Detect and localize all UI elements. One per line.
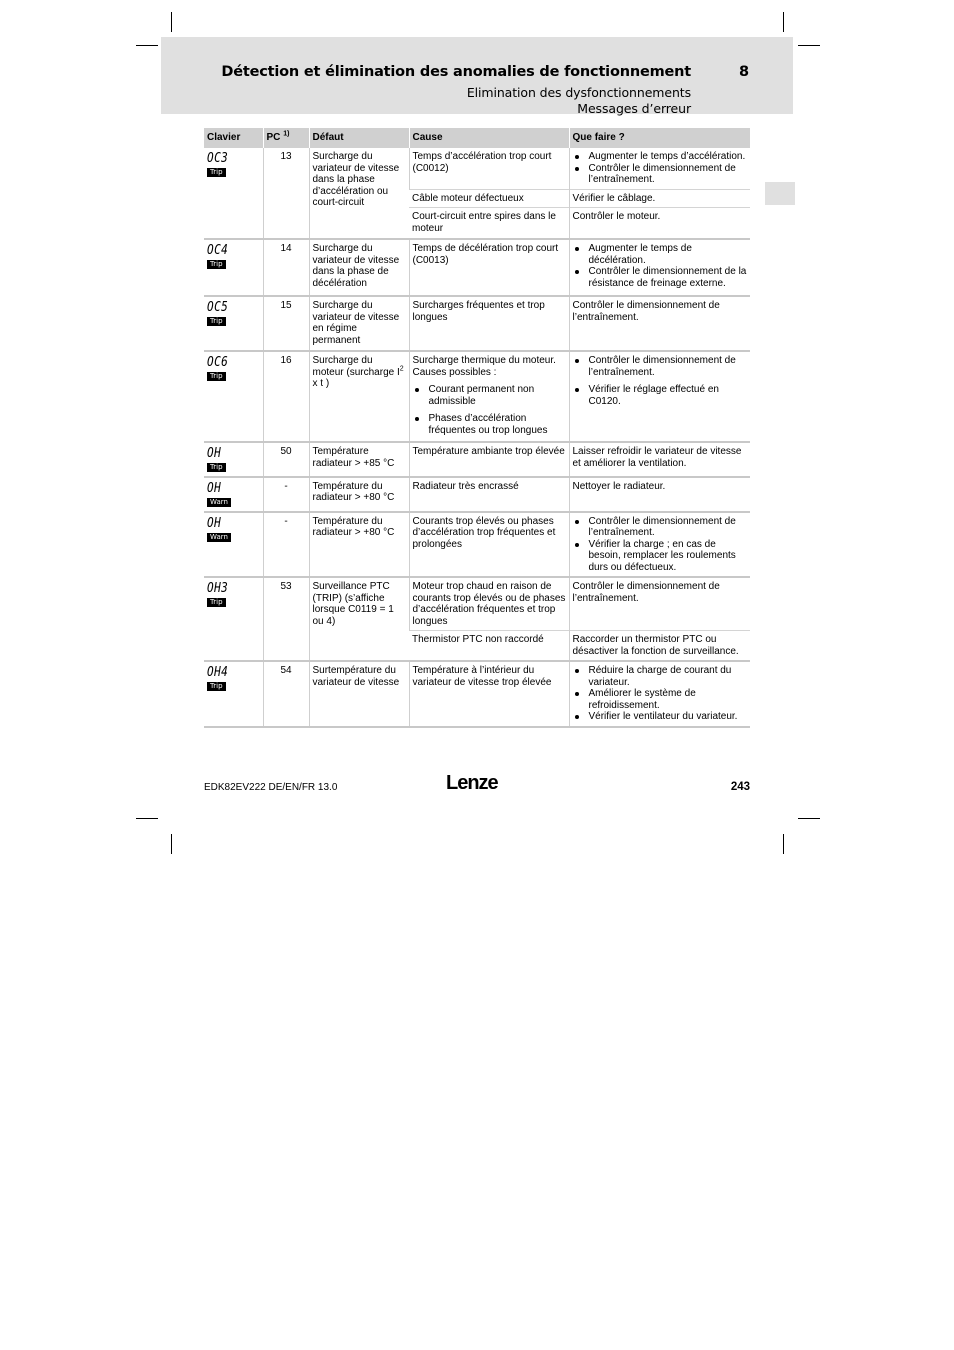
- trip-badge: Trip: [207, 463, 226, 472]
- header-pc-footnote: 1): [283, 130, 290, 138]
- crop-mark: [171, 834, 172, 854]
- error-group-oc4: [204, 239, 750, 296]
- error-group-oh-warn-1: [204, 477, 750, 512]
- trip-badge: Trip: [207, 682, 226, 691]
- display-code: OH4: [207, 665, 229, 680]
- subsection-subtitle: Messages d’erreur: [577, 101, 691, 116]
- fault-text: Surcharge du moteur (surcharge I: [312, 355, 400, 378]
- cause-cell: [409, 351, 569, 442]
- cause-list: [413, 384, 566, 436]
- display-code: OH3: [207, 581, 229, 596]
- error-messages-table: [204, 128, 750, 728]
- page-number: 243: [730, 781, 750, 793]
- action-text: Contrôler le dimensionnement de l’entraînement.: [569, 577, 750, 631]
- keypad-cell: [204, 477, 263, 512]
- list-item: Augmenter le temps d’accélération.: [573, 151, 748, 163]
- pc-code: 53: [263, 577, 309, 661]
- header-action: Que faire ?: [569, 128, 750, 148]
- crop-mark: [136, 818, 158, 819]
- crop-mark: [783, 12, 784, 32]
- trip-badge: Trip: [207, 168, 226, 177]
- cause-text: Surcharge thermique du moteur. Causes possibles :: [412, 355, 556, 378]
- chapter-number: 8: [739, 64, 750, 80]
- action-list: [573, 151, 748, 186]
- header-pc: [263, 128, 309, 148]
- pc-code: 14: [263, 239, 309, 296]
- fault-text: Surcharge du variateur de vitesse en régime permanent: [309, 296, 409, 351]
- list-item: Vérifier le réglage effectué en C0120.: [573, 384, 748, 407]
- table-row: [204, 577, 750, 631]
- list-item: Contrôler le dimensionnement de l’entraînement.: [573, 516, 748, 539]
- cause-text: Temps d’accélération trop court (C0012): [409, 148, 569, 189]
- list-item: Phases d’accélération fréquentes ou trop longues: [413, 413, 566, 436]
- header-pc-label: PC: [266, 132, 281, 144]
- action-cell: [569, 512, 750, 578]
- keypad-cell: [204, 239, 263, 296]
- pc-code: 50: [263, 442, 309, 477]
- keypad-cell: [204, 296, 263, 351]
- cause-text: Radiateur très encrassé: [409, 477, 569, 512]
- fault-text: Surcharge du variateur de vitesse dans la phase de décélération: [309, 239, 409, 296]
- cause-text: Courants trop élevés ou phases d’accélération trop fréquentes et prolongées: [409, 512, 569, 578]
- fault-cell: [309, 351, 409, 442]
- display-code: OC4: [207, 243, 229, 258]
- fault-text: Surveillance PTC (TRIP) (s’affiche lorsque C0119 = 1 ou 4): [309, 577, 409, 661]
- list-item: Améliorer le système de refroidissement.: [573, 688, 748, 711]
- keypad-cell: [204, 661, 263, 727]
- action-list: [573, 516, 748, 574]
- error-group-oc3: [204, 148, 750, 239]
- table-row: [204, 477, 750, 512]
- warn-badge: Warn: [207, 498, 231, 507]
- error-group-oc6: [204, 351, 750, 442]
- error-group-oh-trip: [204, 442, 750, 477]
- trip-badge: Trip: [207, 260, 226, 269]
- list-item: Vérifier la charge ; en cas de besoin, remplacer les roulements durs ou défectueux.: [573, 539, 748, 574]
- list-item: Contrôler le dimensionnement de l’entraînement.: [573, 355, 748, 378]
- table-row: [204, 148, 750, 189]
- cause-text: Court-circuit entre spires dans le moteur: [409, 208, 569, 240]
- chapter-side-tab: [765, 182, 795, 205]
- keypad-cell: [204, 351, 263, 442]
- action-list: [573, 665, 748, 723]
- display-code: OC6: [207, 355, 229, 370]
- cause-text: Câble moteur défectueux: [409, 189, 569, 208]
- cause-text: Temps de décélération trop court (C0013): [409, 239, 569, 296]
- header-keypad: Clavier: [204, 128, 263, 148]
- cause-text: Moteur trop chaud en raison de courants trop élevés ou de phases d’accélération fréquentes et trop longues: [409, 577, 569, 631]
- list-item: Vérifier le ventilateur du variateur.: [573, 711, 748, 723]
- fault-text: Température du radiateur > +80 °C: [309, 477, 409, 512]
- keypad-cell: [204, 442, 263, 477]
- header-cause: Cause: [409, 128, 569, 148]
- action-text: Nettoyer le radiateur.: [569, 477, 750, 512]
- list-item: Contrôler le dimensionnement de l’entraînement.: [573, 163, 748, 186]
- action-text: Raccorder un thermistor PTC ou désactiver la fonction de surveillance.: [569, 631, 750, 662]
- pc-code: 15: [263, 296, 309, 351]
- action-text: Contrôler le moteur.: [569, 208, 750, 240]
- action-cell: [569, 351, 750, 442]
- fault-text: Surcharge du variateur de vitesse dans la phase d’accélération ou court-circuit: [309, 148, 409, 239]
- table-row: [204, 661, 750, 727]
- table-header-row: [204, 128, 750, 148]
- action-list: [573, 243, 748, 289]
- error-group-oh-warn-2: [204, 512, 750, 578]
- table-row: [204, 351, 750, 442]
- cause-text: Température à l’intérieur du variateur de vitesse trop élevée: [409, 661, 569, 727]
- trip-badge: Trip: [207, 372, 226, 381]
- crop-mark: [798, 818, 820, 819]
- crop-mark: [136, 45, 158, 46]
- cause-text: Thermistor PTC non raccordé: [409, 631, 569, 662]
- pc-code: 16: [263, 351, 309, 442]
- display-code: OH: [207, 515, 222, 531]
- keypad-cell: [204, 512, 263, 578]
- list-item: Augmenter le temps de décélération.: [573, 243, 748, 266]
- crop-mark: [171, 12, 172, 32]
- display-code: OH: [207, 446, 222, 461]
- pc-code: -: [263, 512, 309, 578]
- display-code: OH: [207, 480, 222, 496]
- list-item: Contrôler le dimensionnement de la résistance de freinage externe.: [573, 266, 748, 289]
- cause-text: Surcharges fréquentes et trop longues: [409, 296, 569, 351]
- action-cell: [569, 239, 750, 296]
- table-row: [204, 442, 750, 477]
- fault-text: Surtempérature du variateur de vitesse: [309, 661, 409, 727]
- fault-text: Température du radiateur > +80 °C: [309, 512, 409, 578]
- action-text: Vérifier le câblage.: [569, 189, 750, 208]
- crop-mark: [783, 834, 784, 854]
- action-cell: [569, 661, 750, 727]
- fault-superscript: 2: [399, 365, 404, 373]
- lenze-logo: Lenze: [446, 772, 498, 794]
- display-code: OC5: [207, 300, 229, 315]
- action-list: [573, 355, 748, 407]
- trip-badge: Trip: [207, 317, 226, 326]
- list-item: Courant permanent non admissible: [413, 384, 566, 407]
- error-group-oh4: [204, 661, 750, 727]
- cause-text: Température ambiante trop élevée: [409, 442, 569, 477]
- pc-code: -: [263, 477, 309, 512]
- table-row: [204, 296, 750, 351]
- trip-badge: Trip: [207, 598, 226, 607]
- warn-badge: Warn: [207, 533, 231, 542]
- pc-code: 54: [263, 661, 309, 727]
- keypad-cell: [204, 148, 263, 239]
- pc-code: 13: [263, 148, 309, 239]
- fault-text-end: x t ): [312, 378, 330, 389]
- list-item: Réduire la charge de courant du variateur.: [573, 665, 748, 688]
- action-text: Contrôler le dimensionnement de l’entraînement.: [569, 296, 750, 351]
- error-group-oc5: [204, 296, 750, 351]
- crop-mark: [798, 45, 820, 46]
- chapter-title: Détection et élimination des anomalies de fonctionnement: [221, 64, 691, 80]
- table-row: [204, 512, 750, 578]
- section-subtitle: Elimination des dysfonctionnements: [466, 85, 691, 100]
- keypad-cell: [204, 577, 263, 661]
- fault-text: Température radiateur > +85 °C: [309, 442, 409, 477]
- document-code: EDK82EV222 DE/EN/FR 13.0: [204, 782, 338, 793]
- header-fault: Défaut: [309, 128, 409, 148]
- action-text: Laisser refroidir le variateur de vitesse et améliorer la ventilation.: [569, 442, 750, 477]
- action-cell: [569, 148, 750, 189]
- error-group-oh3: [204, 577, 750, 661]
- display-code: OC3: [207, 151, 229, 166]
- table-row: [204, 239, 750, 296]
